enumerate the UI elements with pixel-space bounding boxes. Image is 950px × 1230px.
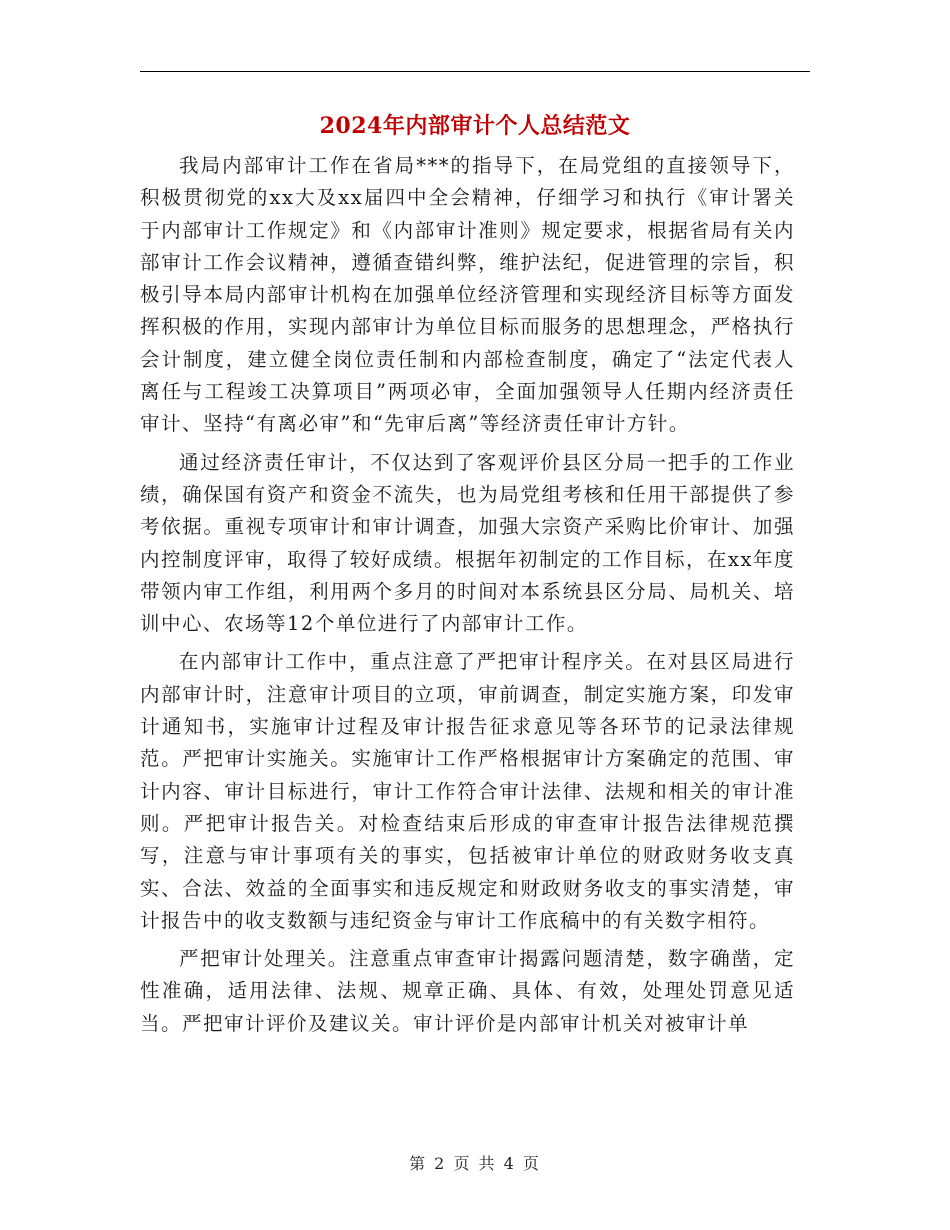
header-rule [140,71,810,72]
body-paragraph: 通过经济责任审计，不仅达到了客观评价县区分局一把手的工作业绩，确保国有资产和资金不流失，也为局党组考核和任用干部提供了参考依据。重视专项审计和审计调查，加强大宗资产采购比价审计、加强内控制度评审，取得了较好成绩。根据年初制定的工作目标，在xx年度带领内审工作组，利用两个多月的时间对本系统县区分局、局机关、培训中心、农场等12个单位进行了内部审计工作。 [140,450,795,636]
body-paragraph: 在内部审计工作中，重点注意了严把审计程序关。在对县区局进行内部审计时，注意审计项目的立项，审前调查，制定实施方案，印发审计通知书，实施审计过程及审计报告征求意见等各环节的记录法律规范。严把审计实施关。实施审计工作严格根据审计方案确定的范围、审计内容、审计目标进行，审计工作符合审计法律、法规和相关的审计准则。严把审计报告关。对检查结束后形成的审查审计报告法律规范撰写，注意与审计事项有关的事实，包括被审计单位的财政财务收支真实、合法、效益的全面事实和违反规定和财政财务收支的事实清楚，审计报告中的收支数额与违纪资金与审计工作底稿中的有关数字相符。 [140,650,795,932]
body-paragraph: 严把审计处理关。注意重点审查审计揭露问题清楚，数字确凿，定性准确，适用法律、法规、规章正确、具体、有效，处理处罚意见适当。严把审计评价及建议关。审计评价是内部审计机关对被审计单 [140,947,795,1035]
document-body [140,150,795,1046]
body-paragraph: 我局内部审计工作在省局***的指导下，在局党组的直接领导下，积极贯彻党的xx大及xx届四中全会精神，仔细学习和执行《审计署关于内部审计工作规定》和《内部审计准则》规定要求，根据省局有关内部审计工作会议精神，遵循查错纠弊，维护法纪，促进管理的宗旨，积极引导本局内部审计机构在加强单位经济管理和实现经济目标等方面发挥积极的作用，实现内部审计为单位目标而服务的思想理念，严格执行会计制度，建立健全岗位责任制和内部检查制度，确定了“法定代表人离任与工程竣工决算项目”两项必审，全面加强领导人任期内经济责任审计、坚持“有离必审”和“先审后离”等经济责任审计方针。 [140,154,795,436]
page-number: 第 2 页 共 4 页 [409,1154,541,1173]
document-title: 2024年内部审计个人总结范文 [319,113,631,139]
